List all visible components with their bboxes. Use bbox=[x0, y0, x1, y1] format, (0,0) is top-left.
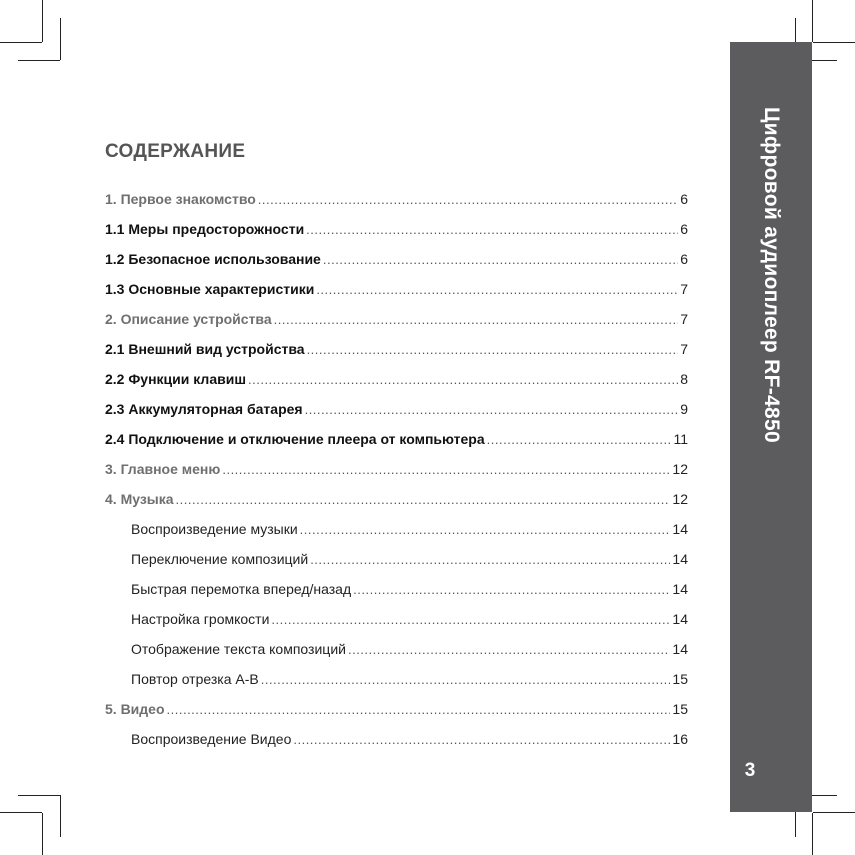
toc-entry[interactable] bbox=[105, 191, 688, 221]
toc-entry-page: 6 bbox=[680, 251, 688, 267]
dot-leader bbox=[293, 732, 670, 747]
toc-entry-title: Настройка громкости bbox=[131, 611, 270, 627]
toc-entry[interactable] bbox=[105, 671, 688, 701]
crop-mark bbox=[812, 813, 813, 855]
toc-entry-title: 2.3 Аккумуляторная батарея bbox=[105, 401, 303, 417]
toc-entry-page: 7 bbox=[680, 311, 688, 327]
crop-mark bbox=[0, 42, 42, 43]
dot-leader bbox=[248, 372, 678, 387]
toc-entry-page: 14 bbox=[672, 641, 688, 657]
toc-entry-title: 2. Описание устройства bbox=[105, 311, 272, 327]
toc-list bbox=[105, 191, 688, 761]
toc-entry[interactable] bbox=[105, 281, 688, 311]
dot-leader bbox=[353, 582, 670, 597]
crop-mark bbox=[42, 0, 43, 42]
toc-entry-page: 15 bbox=[672, 701, 688, 717]
crop-mark bbox=[18, 795, 60, 796]
toc-entry-page: 14 bbox=[672, 521, 688, 537]
toc-entry-title: 2.4 Подключение и отключение плеера от компьютера bbox=[105, 431, 485, 447]
toc-entry[interactable] bbox=[105, 461, 688, 491]
toc-entry-page: 11 bbox=[673, 431, 688, 447]
toc-entry-title: Отображение текста композиций bbox=[131, 641, 346, 657]
toc-entry-page: 15 bbox=[672, 671, 688, 687]
toc-entry[interactable] bbox=[105, 521, 688, 551]
toc-entry-title: 2.2 Функции клавиш bbox=[105, 371, 246, 387]
crop-mark bbox=[0, 812, 42, 813]
dot-leader bbox=[258, 192, 678, 207]
crop-mark bbox=[42, 813, 43, 855]
dot-leader bbox=[176, 492, 671, 507]
dot-leader bbox=[167, 702, 671, 717]
dot-leader bbox=[316, 282, 678, 297]
dot-leader bbox=[306, 222, 678, 237]
toc-entry-page: 9 bbox=[680, 401, 688, 417]
dot-leader bbox=[261, 672, 671, 687]
toc-entry-title: 1.1 Меры предосторожности bbox=[105, 221, 305, 237]
dot-leader bbox=[271, 612, 670, 627]
toc-entry[interactable] bbox=[105, 251, 688, 281]
toc-entry-title: 4. Музыка bbox=[105, 491, 174, 507]
toc-entry[interactable] bbox=[105, 341, 688, 371]
toc-entry-page: 8 bbox=[680, 371, 688, 387]
toc-entry[interactable] bbox=[105, 551, 688, 581]
toc-entry-page: 7 bbox=[680, 281, 688, 297]
toc-entry-page: 14 bbox=[672, 551, 688, 567]
product-title: Цифровой аудиоплеер RF-4850 bbox=[760, 107, 783, 443]
toc-entry[interactable] bbox=[105, 311, 688, 341]
toc-entry-title: Быстрая перемотка вперед/назад bbox=[131, 581, 352, 597]
toc-entry[interactable] bbox=[105, 731, 688, 761]
toc-entry-title: 3. Главное меню bbox=[105, 461, 221, 477]
toc-entry-title: Переключение композиций bbox=[131, 551, 309, 567]
crop-mark bbox=[812, 0, 813, 42]
toc-entry[interactable] bbox=[105, 371, 688, 401]
dot-leader bbox=[310, 552, 670, 567]
dot-leader bbox=[300, 522, 671, 537]
crop-mark bbox=[60, 18, 61, 60]
toc-entry[interactable] bbox=[105, 641, 688, 671]
toc-entry-page: 12 bbox=[672, 461, 688, 477]
toc-entry-page: 7 bbox=[680, 341, 688, 357]
toc-entry[interactable] bbox=[105, 491, 688, 521]
toc-entry[interactable] bbox=[105, 581, 688, 611]
toc-entry-page: 16 bbox=[672, 731, 688, 747]
toc-entry-page: 14 bbox=[672, 611, 688, 627]
toc-entry[interactable] bbox=[105, 431, 688, 461]
crop-mark bbox=[18, 60, 60, 61]
toc-entry-title: 1. Первое знакомство bbox=[105, 191, 256, 207]
dot-leader bbox=[274, 312, 679, 327]
toc-entry-page: 14 bbox=[672, 581, 688, 597]
dot-leader bbox=[222, 462, 670, 477]
toc-entry-title: Повтор отрезка А-В bbox=[131, 671, 259, 687]
toc-entry-page: 6 bbox=[680, 221, 688, 237]
toc-entry-title: Воспроизведение Видео bbox=[131, 731, 292, 747]
dot-leader bbox=[305, 402, 679, 417]
toc-entry-title: 1.3 Основные характеристики bbox=[105, 281, 315, 297]
toc-entry[interactable] bbox=[105, 611, 688, 641]
toc-entry-title: 2.1 Внешний вид устройства bbox=[105, 341, 305, 357]
toc-entry[interactable] bbox=[105, 401, 688, 431]
dot-leader bbox=[487, 432, 672, 447]
dot-leader bbox=[348, 642, 670, 657]
page-number: 3 bbox=[744, 760, 756, 781]
toc-entry-title: 1.2 Безопасное использование bbox=[105, 251, 321, 267]
toc-entry[interactable] bbox=[105, 221, 688, 251]
crop-mark bbox=[813, 812, 855, 813]
toc-heading: СОДЕРЖАНИЕ bbox=[105, 141, 246, 162]
toc-entry[interactable] bbox=[105, 701, 688, 731]
crop-mark bbox=[813, 42, 855, 43]
toc-entry-title: 5. Видео bbox=[105, 701, 165, 717]
toc-entry-title: Воспроизведение музыки bbox=[131, 521, 298, 537]
crop-mark bbox=[60, 795, 61, 837]
dot-leader bbox=[307, 342, 679, 357]
toc-entry-page: 6 bbox=[680, 191, 688, 207]
toc-entry-page: 12 bbox=[672, 491, 688, 507]
dot-leader bbox=[323, 252, 678, 267]
